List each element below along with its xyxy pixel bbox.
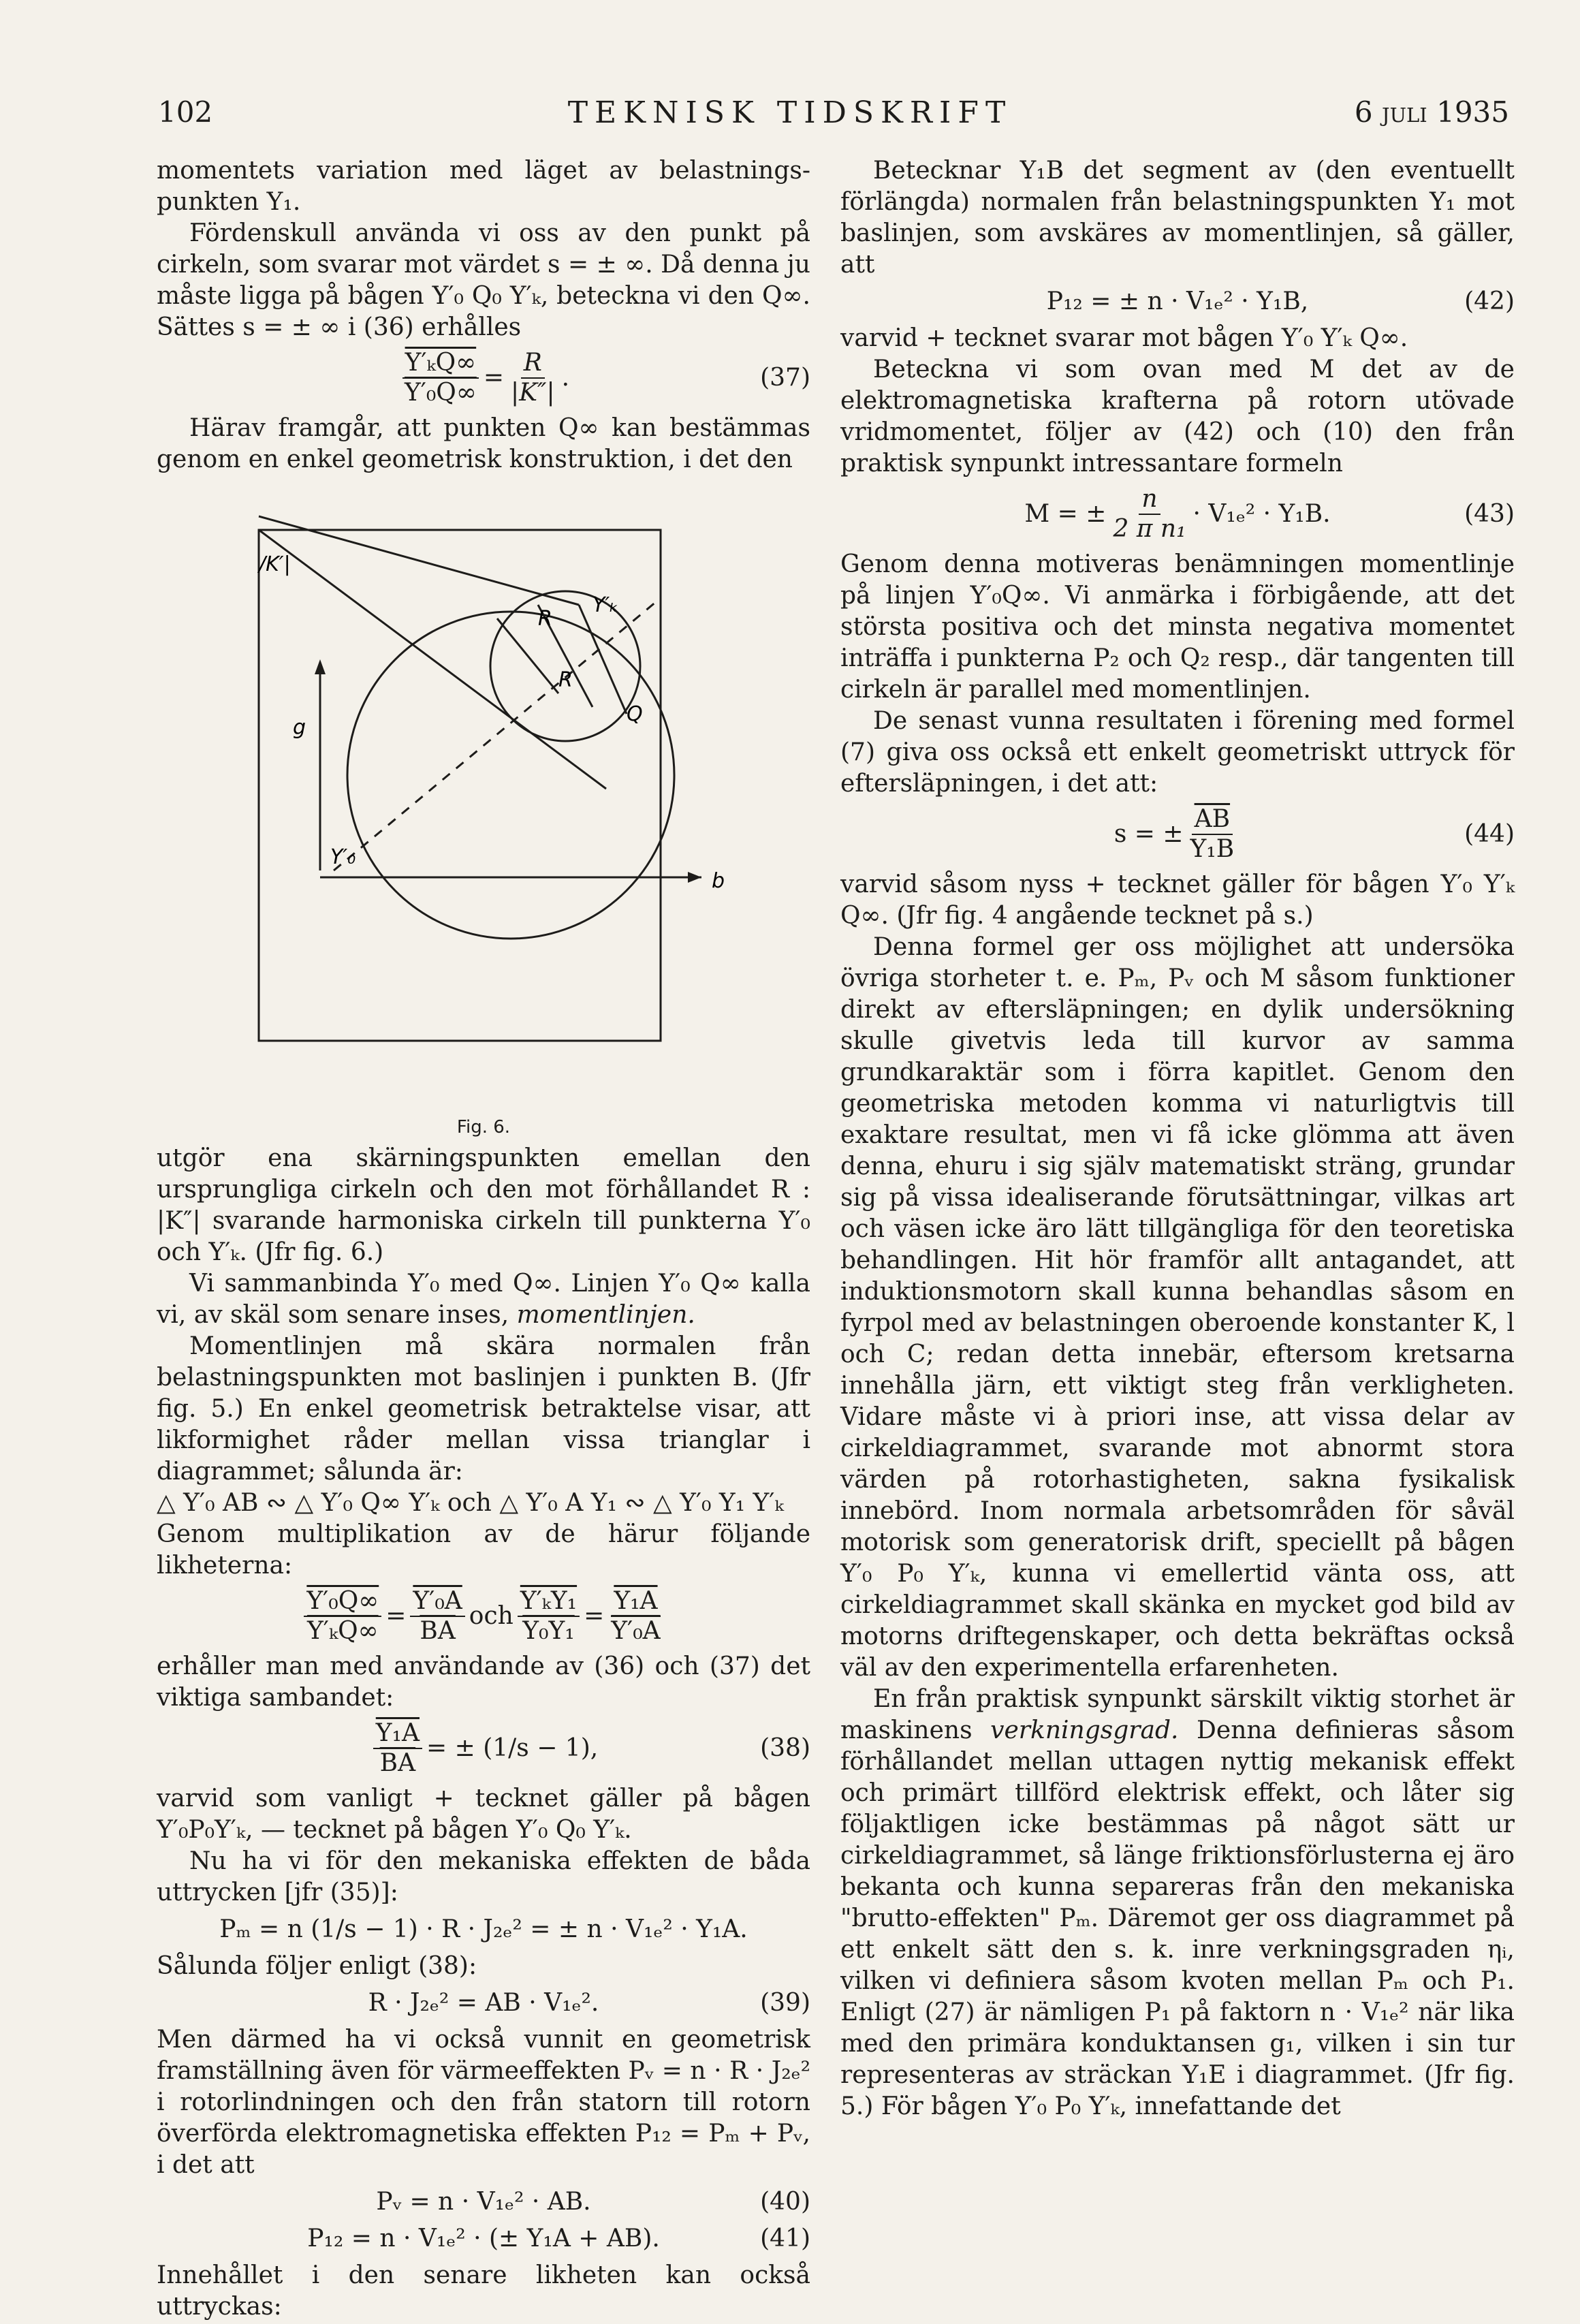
numerator: Y′ₖY₁ <box>518 1587 580 1617</box>
equation-number: (38) <box>760 1734 810 1762</box>
numerator: Y′₀Q∞ <box>304 1587 381 1617</box>
fraction <box>402 349 479 407</box>
equation-number: (40) <box>760 2188 810 2216</box>
paragraph: varvid + tecknet svarar mot bågen Y′₀ Y′ₖ Q∞. <box>840 324 1408 352</box>
numerator: $\overline{AB}$ <box>1192 805 1233 835</box>
paragraph: Innehållet i den senare likheten kan också uttryckas: <box>157 2261 810 2321</box>
text-run: Denna definieras såsom förhållandet mellan uttagen nyttig mekanisk effekt och primärt tillförd elektrisk effekt, och låter sig följaktligen icke bestämmas på något sätt ur cirkeldiagrammet, så länge friktionsförlusterna ej äro bekanta och kunna separeras från den mekaniska "brutto-effekten" Pₘ. Däremot ger oss diagrammet på ett enkelt sätt den s. k. inre verkningsgraden ηᵢ, vilken vi definiera såsom kvoten mellan Pₘ och P₁. Enligt (27) är nämligen P₁ på faktorn n · V₁ₑ² när lika med den primära konduktansen g₁, vilken i sin tur representeras av sträckan Y₁E i diagrammet. (Jfr fig. 5.) För bågen Y′₀ P₀ Y′ₖ, innefattande det <box>840 1716 1515 2120</box>
equation-text: Pₘ = n (1/s − 1) · R · J₂ₑ² = ± n · V₁ₑ² · Y₁A. <box>219 1915 748 1943</box>
paragraph: momentets variation med läget av belastnings-punkten Y₁. <box>157 157 810 216</box>
equation-lhs: s = ± <box>1113 820 1184 848</box>
paragraph: Men därmed ha vi också vunnit en geometrisk framställning även för värmeeffekten Pᵥ = n · R · J₂ₑ² i rotorlindningen och den från statorn till rotorn överförda elektromagnetiska effekten P₁₂ = Pₘ + Pᵥ, i det att <box>157 2026 810 2179</box>
label-y0: Y′₀ <box>330 845 356 869</box>
paragraph: varvid som vanligt + tecknet gäller på bågen Y′₀P₀Y′ₖ, — tecknet på bågen Y′₀ Q₀ Y′ₖ. <box>157 1785 810 1844</box>
numerator: R <box>521 349 545 379</box>
paragraph: Denna formel ger oss möjlighet att undersöka övriga storheter t. e. Pₘ, Pᵥ och M såsom funktioner direkt av eftersläpningen; en dylik undersökning skulle givetvis leda till kurvor av samma grundkaraktär som i förra kapitlet. Genom den geometriska metoden komma vi naturligtvis till exaktare resultat, men vi få icke glömma att även denna, ehuru i sig själv matematiskt sträng, grundar sig på vissa idealiserande förutsättningar, vilkas art och väsen icke äro lätt tillgängliga för den teoretiska behandlingen. Hit hör framför allt antagandet, att induktionsmotorn skall kunna behandlas såsom en fyrpol med av belastningen oberoende konstanter K, l och C; redan detta innebär, eftersom kretsarna innehålla järn, ett viktigt steg från verkligheten. Vidare måste vi à priori inse, att vissa delar av cirkeldiagrammet, svarande mot abnormt stora värden på rotorhastigheten, sakna fysikalisk innebörd. Inom normala arbetsområden för såväl motorisk som generatorisk drift, speciellt på bågen Y′₀ P₀ Y′ₖ, kunna vi emellertid vänta oss, att cirkeldiagrammet skall skänka en mycket god bild av motorns driftegenskaper, och detta bekräftas också väl av den experimentella erfarenheten. <box>840 933 1515 1682</box>
paragraph: Genom multiplikation av de härur följande likheterna: <box>157 1520 810 1580</box>
denominator: Y₀Y₁ <box>522 1617 575 1645</box>
equation-rhs: · V₁ₑ² · Y₁B. <box>1192 500 1331 528</box>
text-run: En från praktisk synpunkt särskilt viktig storhet är maskinens <box>840 1685 1515 1744</box>
equation-text: Pᵥ = n · V₁ₑ² · AB. <box>376 2188 591 2216</box>
emphasis: momentlinjen. <box>516 1301 695 1329</box>
denominator: 2 π n₁ <box>1113 515 1186 543</box>
equation-38 <box>157 1719 810 1778</box>
paragraph: varvid såsom nyss + tecknet gäller för bågen Y′₀ Y′ₖ Q∞. (Jfr fig. 4 angående tecknet på s.) <box>840 870 1515 930</box>
equation-42 <box>840 286 1515 317</box>
label-yk: Y′ₖ <box>592 593 618 617</box>
equation-number: (39) <box>760 1989 810 2017</box>
paragraph: Beteckna vi som ovan med M det av de elektromagnetiska krafterna på rotorn utövade vridmomentet, följer av (42) och (10) den från praktisk synpunkt intressantare formeln <box>840 356 1515 477</box>
equation-text: R · J₂ₑ² = AB · V₁ₑ². <box>368 1989 599 2017</box>
denominator: Y′₀Q∞ <box>404 379 477 407</box>
equation-number: (44) <box>1464 820 1515 848</box>
fraction <box>1110 485 1188 544</box>
issue-year: 1935 <box>1436 95 1509 129</box>
denominator: BA <box>420 1617 456 1645</box>
label-r1: R <box>538 607 552 631</box>
baseline-arrow <box>688 872 701 883</box>
equals-sign: = <box>483 364 504 392</box>
label-q: Q <box>627 702 643 726</box>
paragraph <box>840 1684 1515 2122</box>
equation-number: (41) <box>760 2225 810 2252</box>
denominator: Y₁B <box>1190 835 1235 863</box>
fraction <box>508 349 558 407</box>
fraction <box>304 1587 381 1646</box>
equals-sign: = <box>584 1602 605 1630</box>
numerator: Y′ₖQ∞ <box>402 349 479 379</box>
paragraph: utgör ena skärningspunkten emellan den ursprungliga cirkeln och den mot förhållandet R : |K″| svarande harmoniska cirkeln till punkterna Y′₀ och Y′ₖ. (Jfr fig. 6.) <box>157 1144 810 1266</box>
equation-37 <box>157 349 810 407</box>
label-k: /K′| <box>259 552 291 576</box>
equation-number: (43) <box>1464 500 1515 528</box>
equation-number: (42) <box>1464 287 1515 315</box>
fraction <box>608 1587 663 1646</box>
equation-number: (37) <box>760 364 810 392</box>
conjunction: och <box>469 1602 514 1630</box>
denominator: Y′ₖQ∞ <box>307 1617 379 1645</box>
label-b: b <box>712 869 725 893</box>
original-circle <box>347 612 674 939</box>
fraction <box>410 1587 464 1646</box>
paragraph: erhåller man med användande av (36) och (37) det viktiga sambandet: <box>157 1652 810 1712</box>
paragraph: Nu ha vi för den mekaniska effekten de båda uttrycken [jfr (35)]: <box>157 1847 810 1906</box>
equation-pm <box>157 1914 810 1945</box>
numerator: Y₁A <box>611 1587 660 1617</box>
paragraph: △ Y′₀ AB ∾ △ Y′₀ Q∞ Y′ₖ och △ Y′₀ A Y₁ ∾ △ Y′₀ Y₁ Y′ₖ <box>157 1489 784 1517</box>
numerator: Y′₀A <box>410 1587 464 1617</box>
moment-line <box>334 598 661 870</box>
denominator: Y′₀A <box>611 1617 661 1645</box>
paragraph: Betecknar Y₁B det segment av (den eventuellt förlängda) normalen från belastningspunkten Y₁ mot baslinjen, som avskäres av momentlinjen, så gäller, att <box>840 157 1515 279</box>
paragraph: Momentlinjen må skära normalen från belastningspunkten mot baslinjen i punkten B. (Jfr fig. 5.) En enkel geometrisk betraktelse visar, att likformighet råder mellan vissa trianglar i diagrammet; sålunda är: <box>157 1332 810 1486</box>
page-number: 102 <box>158 95 213 129</box>
equation-lhs: M = ± <box>1024 500 1107 528</box>
equals-sign: = <box>385 1602 407 1630</box>
running-title: TEKNISK TIDSKRIFT <box>567 95 1013 130</box>
issue-day: 6 <box>1354 95 1373 129</box>
fraction <box>518 1587 580 1646</box>
paragraph: Fördenskull använda vi oss av den punkt på cirkeln, som svarar mot värdet s = ± ∞. Då denna ju måste ligga på bågen Y′₀ Q₀ Y′ₖ, beteckna vi den Q∞. Sättes s = ± ∞ i (36) erhålles <box>157 219 810 341</box>
similarity-equations <box>157 1587 810 1646</box>
issue-date <box>1355 95 1509 129</box>
numerator: Y₁A <box>373 1719 422 1749</box>
denominator: BA <box>379 1749 416 1777</box>
numerator: n <box>1139 485 1160 515</box>
paragraph: De senast vunna resultaten i förening med formel (7) giva oss också ett enkelt geometriskt uttryck för eftersläpningen, i det att: <box>840 707 1515 798</box>
figure-caption: Fig. 6. <box>456 1117 511 1137</box>
construction-line <box>259 530 606 789</box>
axis-arrow <box>315 659 326 674</box>
construction-line <box>579 605 627 714</box>
denominator: |K″| <box>510 379 555 407</box>
punctuation: . <box>561 364 570 392</box>
equation-40 <box>157 2186 810 2218</box>
emphasis: verkningsgrad. <box>990 1716 1179 1744</box>
right-column <box>840 155 1515 2122</box>
paragraph: Härav framgår, att punkten Q∞ kan bestämmas genom en enkel geometrisk konstruktion, i det den <box>157 414 810 473</box>
left-column <box>157 155 810 2323</box>
equation-44 <box>840 805 1515 864</box>
issue-month: juli <box>1381 95 1427 129</box>
equation-43 <box>840 485 1515 544</box>
figure-6 <box>157 489 810 1102</box>
equation-text: P₁₂ = n · V₁ₑ² · (± Y₁A + AB). <box>307 2225 660 2252</box>
fraction <box>1188 805 1237 864</box>
equation-39 <box>157 1988 810 2019</box>
fraction <box>373 1719 422 1778</box>
label-r2: R <box>558 668 573 692</box>
paragraph <box>157 1268 810 1331</box>
equation-rhs: = ± (1/s − 1), <box>426 1734 599 1762</box>
equation-text: P₁₂ = ± n · V₁ₑ² · Y₁B, <box>1046 287 1309 315</box>
circle-diagram <box>157 489 810 1075</box>
text-run: Vi sammanbinda Y′₀ med Q∞. Linjen Y′₀ Q∞ kalla vi, av skäl som senare inses, <box>157 1270 810 1329</box>
label-g: g <box>293 716 306 740</box>
paragraph: Genom denna motiveras benämningen momentlinje på linjen Y′₀Q∞. Vi anmärka i förbigående, att det största positiva och det minsta negativa momentet inträffa i punkterna P₂ och Q₂ resp., där tangenten till cirkeln är parallel med momentlinjen. <box>840 550 1515 704</box>
equation-41 <box>157 2223 810 2255</box>
paragraph: Sålunda följer enligt (38): <box>157 1952 477 1980</box>
